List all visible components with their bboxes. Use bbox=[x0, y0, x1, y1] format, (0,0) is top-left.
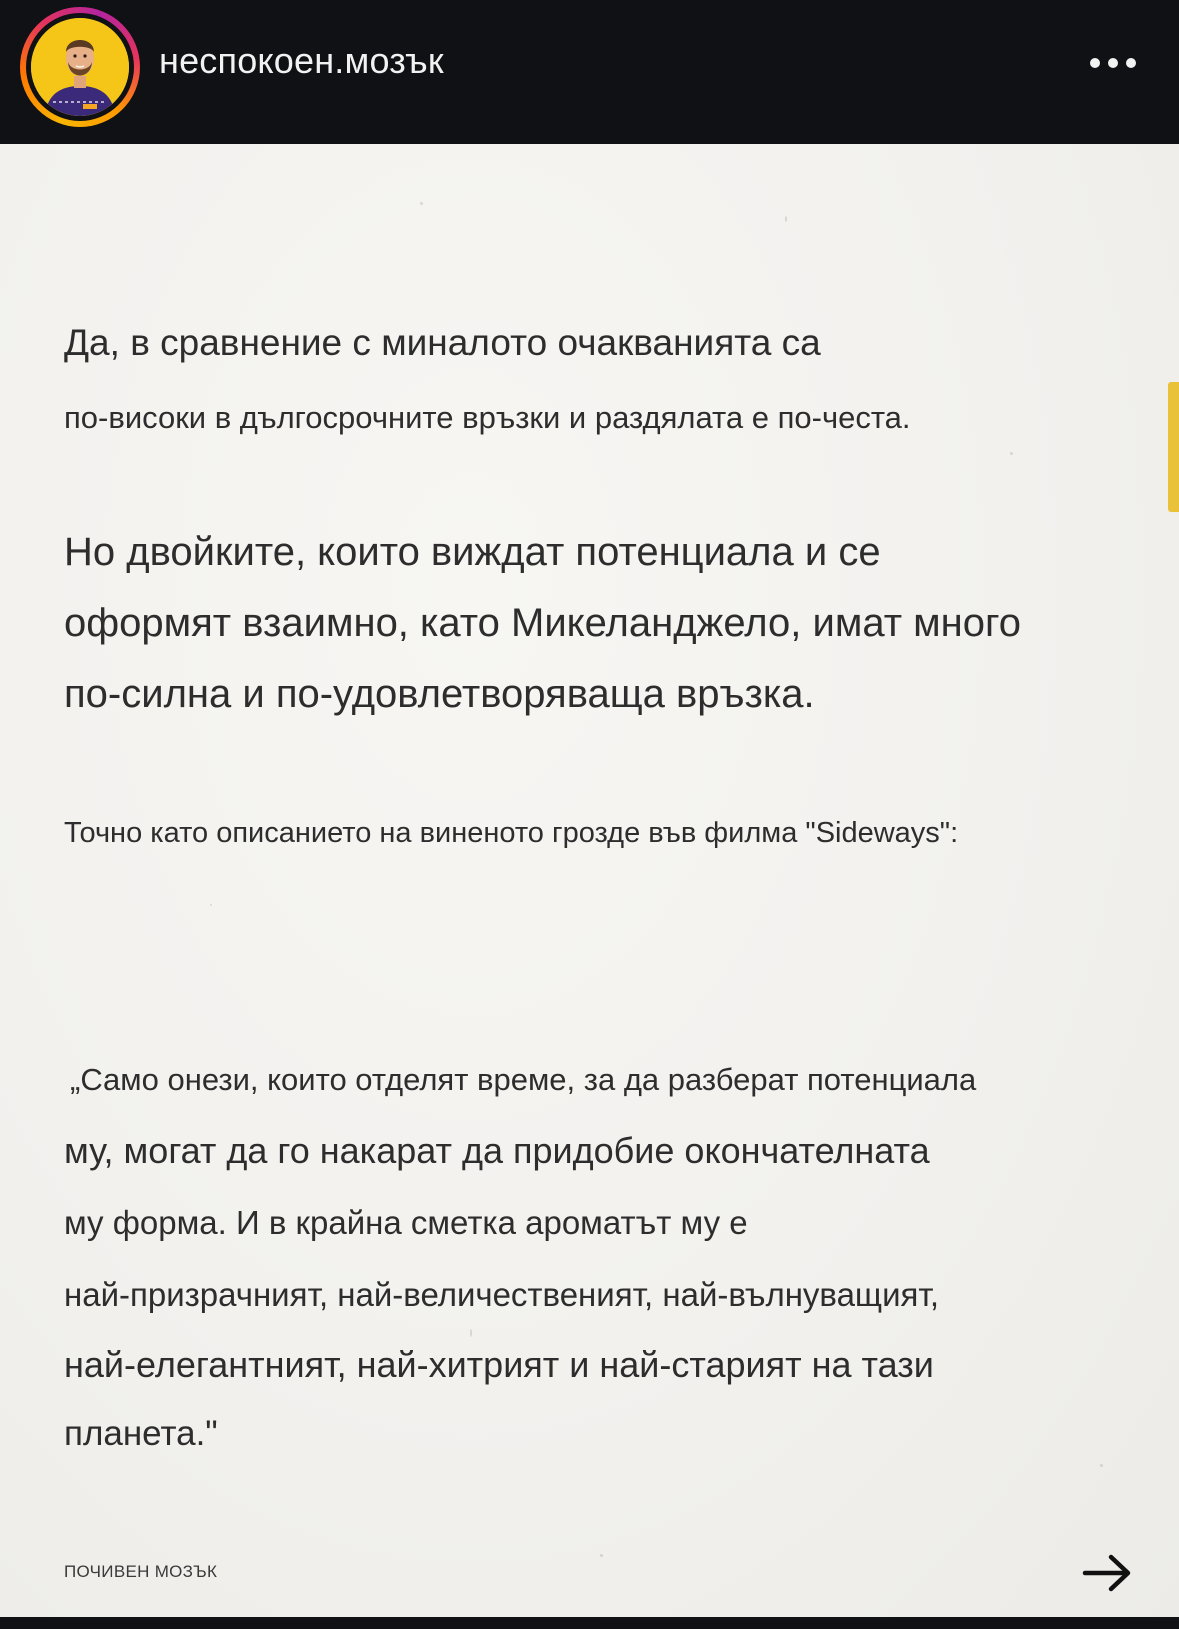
paragraph-2-line-1: Но двойките, които виждат потенциала и се bbox=[64, 530, 881, 574]
paragraph-1-line-2: по-високи в дългосрочните връзки и раздялата е по-честа. bbox=[64, 400, 911, 435]
more-options-button[interactable] bbox=[1082, 46, 1142, 82]
next-slide-button[interactable] bbox=[1081, 1551, 1135, 1595]
more-horizontal-icon bbox=[1090, 58, 1100, 68]
scroll-indicator bbox=[1168, 382, 1179, 512]
quote-line-1: „Само онези, които отделят време, за да разберат потенциала bbox=[70, 1062, 977, 1097]
username[interactable]: неспокоен.мозък bbox=[159, 40, 444, 81]
paragraph-2-line-2: оформят взаимно, като Микеланджело, имат много bbox=[64, 601, 1021, 645]
quote-line-3: му форма. И в крайна сметка ароматът му е bbox=[64, 1204, 748, 1241]
arrow-right-icon bbox=[1081, 1551, 1135, 1595]
intro-line: Точно като описанието на виненото грозде във филма "Sideways": bbox=[64, 817, 959, 849]
post-image[interactable] bbox=[0, 144, 1179, 1617]
quote-line-2: му, могат да го накарат да придобие окончателната bbox=[64, 1130, 930, 1171]
quote-line-5: най-елегантният, най-хитрият и най-старият на тази bbox=[64, 1344, 934, 1385]
brand-footer: ПОЧИВЕН МОЗЪК bbox=[64, 1562, 218, 1581]
paragraph-1-line-1: Да, в сравнение с миналото очакванията са bbox=[64, 322, 821, 363]
avatar[interactable] bbox=[31, 18, 129, 116]
paragraph-2-line-3: по-силна и по-удовлетворяваща връзка. bbox=[64, 672, 815, 716]
quote-line-6: планета." bbox=[64, 1414, 218, 1453]
post-header bbox=[0, 0, 1179, 144]
quote-line-4: най-призрачният, най-величественият, най-вълнуващият, bbox=[64, 1276, 940, 1313]
bottom-edge bbox=[0, 1617, 1179, 1629]
story-ring[interactable] bbox=[20, 7, 140, 127]
avatar-illustration bbox=[31, 18, 129, 116]
